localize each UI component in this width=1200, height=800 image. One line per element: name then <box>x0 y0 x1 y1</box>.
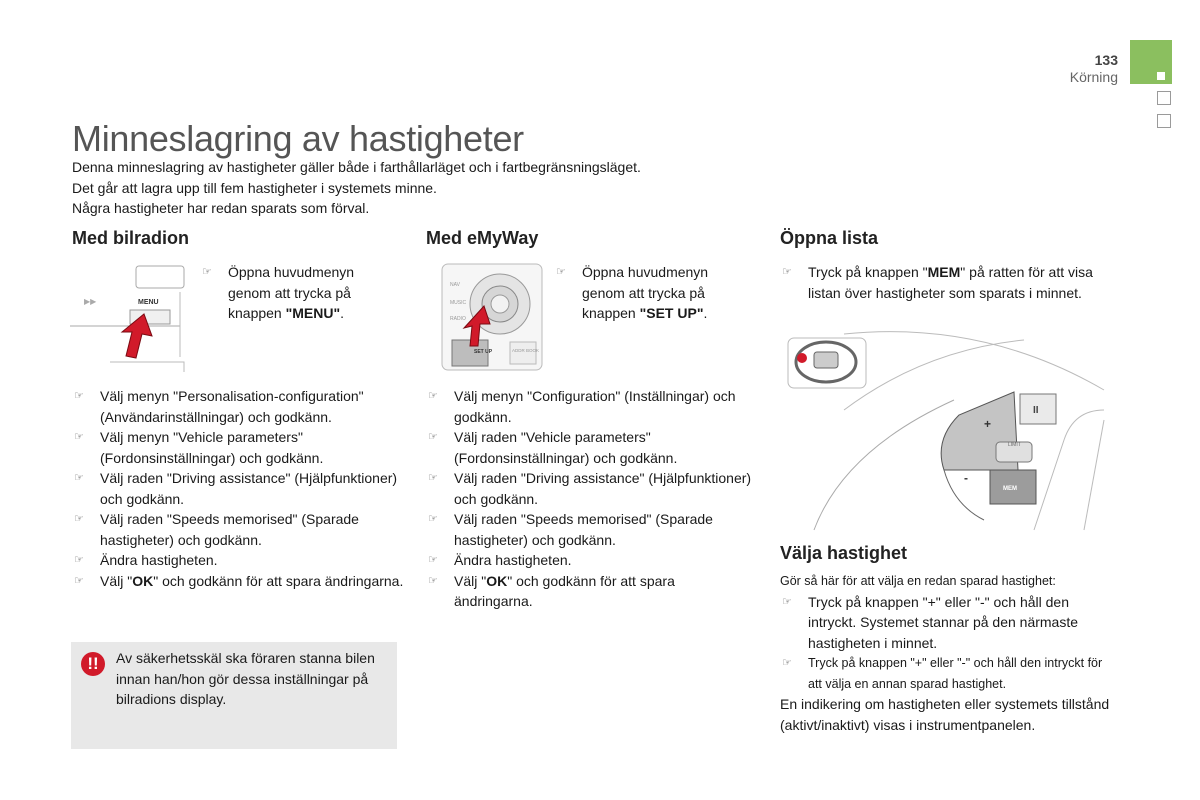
menu-key-label: MENU <box>138 299 159 306</box>
list-item: ☞ Tryck på knappen "+" eller "-" och håll den intryckt. Systemet stannar på den närmaste hastigheten i minnet. <box>780 592 1110 654</box>
key-setup: "SET UP" <box>639 305 704 321</box>
list-item: ☞ Välj menyn "Vehicle parameters" (Fordonsinställningar) och godkänn. <box>72 427 407 468</box>
lead-text: Gör så här för att välja en redan sparad hastighet: <box>780 574 1056 588</box>
setup-key-label: SET UP <box>474 349 493 355</box>
chapter-tab-active <box>1130 40 1172 84</box>
list-item: ☞ Välj "OK" och godkänn för att spara ändringarna. <box>426 571 756 612</box>
list-item: ☞ Ändra hastigheten. <box>72 550 407 571</box>
col1-step <box>200 262 380 324</box>
svg-text:MUSIC: MUSIC <box>450 300 467 306</box>
col3-body <box>780 571 1110 735</box>
highlight-dot-icon <box>797 353 807 363</box>
heading-emyway: Med eMyWay <box>426 228 539 248</box>
page-number: 133 <box>1094 52 1118 68</box>
steering-wheel-illustration <box>784 330 1109 535</box>
list-item: ☞ Välj raden "Speeds memorised" (Sparade hastigheter) och godkänn. <box>72 509 407 550</box>
list-item: ☞ Välj raden "Driving assistance" (Hjälpfunktioner) och godkänn. <box>72 468 407 509</box>
intro-line: Det går att lagra upp till fem hastigheter i systemets minne. <box>72 179 437 196</box>
step-text: Öppna huvudmenyn genom att trycka på knappen <box>228 264 355 321</box>
list-item: ☞ Välj raden "Vehicle parameters" (Fordonsinställningar) och godkänn. <box>426 427 756 468</box>
list-item: ☞ Välj raden "Speeds memorised" (Sparade hastigheter) och godkänn. <box>426 509 756 550</box>
list-item: ☞ Ändra hastigheten. <box>426 550 756 571</box>
svg-text:-: - <box>964 471 968 485</box>
chapter-tab-empty <box>1157 114 1171 128</box>
list-item: ☞ Välj menyn "Personalisation-configuration" (Användarinställningar) och godkänn. <box>72 386 407 427</box>
chapter-tab-empty <box>1157 91 1171 105</box>
col3-step: ☞ Tryck på knappen "MEM" på ratten för att visa listan över hastigheter som sparats i minnet. <box>780 262 1110 303</box>
heading-bilradion: Med bilradion <box>72 228 189 248</box>
svg-text:II: II <box>1033 405 1039 416</box>
heading-valja-hastighet: Välja hastighet <box>780 543 908 563</box>
emyway-illustration <box>440 262 545 372</box>
intro <box>72 157 772 219</box>
list-item: ☞ Tryck på knappen "+" eller "-" och håll den intryckt för att välja en annan sparad hastighet. <box>780 653 1110 694</box>
intro-line: Några hastigheter har redan sparats som förval. <box>72 200 370 216</box>
svg-text:NAV: NAV <box>450 282 460 288</box>
heading-oppna-lista: Öppna lista <box>780 228 879 248</box>
radio-menu-illustration <box>70 262 190 374</box>
mem-key-label: MEM <box>1003 486 1017 492</box>
svg-text:+: + <box>984 417 992 431</box>
limit-label: LIMIT <box>1008 442 1021 448</box>
warning-text: Av säkerhetsskäl ska föraren stanna bilen innan han/hon gör dessa inställningar på bilradions display. <box>116 650 375 707</box>
intro-line: Denna minneslagring av hastigheter gäller både i farthållarläget och i fartbegränsningsläget. <box>72 159 641 175</box>
warning-box <box>71 642 397 749</box>
list-item: ☞ Välj raden "Driving assistance" (Hjälpfunktioner) och godkänn. <box>426 468 756 509</box>
list-item: ☞ Välj menyn "Configuration" (Inställningar) och godkänn. <box>426 386 756 427</box>
key-mem: MEM <box>927 264 961 280</box>
closing-text: En indikering om hastigheten eller systemets tillstånd (aktivt/inaktivt) visas i instrumentpanelen. <box>780 696 1110 733</box>
svg-text:RADIO: RADIO <box>450 316 466 322</box>
key-menu: "MENU" <box>285 305 341 321</box>
section-label: Körning <box>1069 69 1118 85</box>
col2-step: ☞ Öppna huvudmenyn genom att trycka på knappen "SET UP". <box>554 262 734 324</box>
col1-list <box>72 386 407 591</box>
addr-book-label: ADDR BOOK <box>512 348 540 353</box>
step-end: . <box>340 305 344 321</box>
col2-list <box>426 386 756 612</box>
svg-text:▶▶: ▶▶ <box>84 297 97 306</box>
page-title: Minneslagring av hastigheter <box>72 118 524 159</box>
warning-icon: !! <box>81 652 105 676</box>
tab-dot <box>1157 72 1165 80</box>
list-item: ☞ Välj "OK" och godkänn för att spara ändringarna. <box>72 571 407 592</box>
